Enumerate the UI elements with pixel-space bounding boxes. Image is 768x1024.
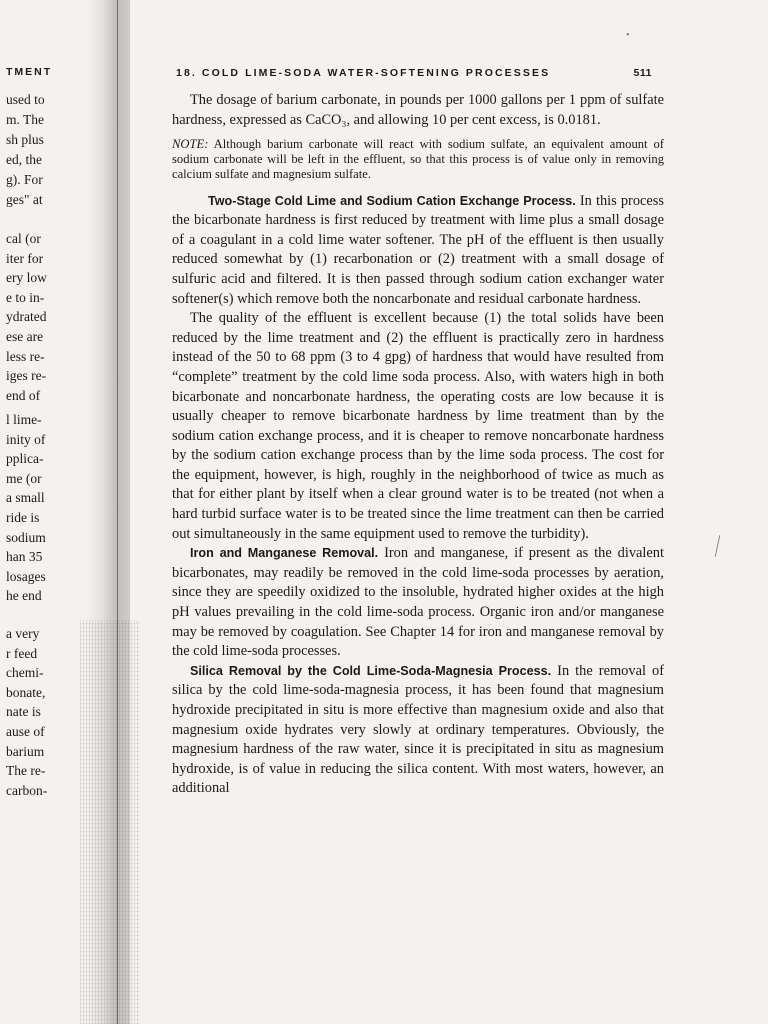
left-page-fragment: a very [6, 626, 40, 641]
note-paragraph [172, 137, 664, 181]
gutter-line [117, 0, 118, 1024]
section-text-two-stage: In this process the bicarbonate hardness is first reduced by treatment with lime plus a small dosage of a coagulant in a cold lime water softener. The pH of the effluent is then usually reduced somewhat by (1) recarbonation or (2) treatment with a small dosage of sulfuric acid and filtered. It is then passed through sodium cation exchanger water softener(s) which remove both the noncarbonate and residual carbonate hardness. [172, 192, 664, 307]
left-page-fragment: The re- [6, 763, 46, 779]
left-page-fragment: ed, the [6, 152, 42, 167]
margin-mark [715, 535, 721, 557]
left-page-fragment: bonate, [6, 684, 46, 700]
left-page-fragment: r feed [6, 645, 38, 661]
left-page-fragment: losages [6, 568, 46, 584]
left-page-fragment: ery low [6, 270, 47, 286]
left-page-fragment: iter for [6, 250, 44, 266]
left-page-fragment: a small [6, 490, 45, 506]
left-page-fragment: han 35 [6, 549, 43, 565]
section-heading-silica-removal: Silica Removal by the Cold Lime-Soda-Magnesia Process. [190, 663, 552, 678]
left-page-fragment: me (or [6, 470, 42, 486]
note-label: NOTE: [172, 137, 209, 152]
left-page-fragment: inity of [6, 431, 46, 447]
section-text-silica-removal: In the removal of silica by the cold lime-soda-magnesia process, it has been found that magnesium hydroxide precipitated in situ is more effective than magnesium oxide and also that magnesium oxide hydrates very slowly at ordinary temperatures. Obviously, the magnesium hardness of the raw water, since it is precipitated in situ as magnesium hydroxide, is of value in reducing the silica content. With most waters, however, an additional [172, 662, 664, 797]
left-page-fragment: e to in- [6, 289, 45, 305]
left-page-fragment: nate is [6, 704, 41, 720]
barium-dosage-paragraph: The dosage of barium carbonate, in pounds per 1000 gallons per 1 ppm of sulfate hardness, expressed as CaCO₃, and allowing 10 per cent excess, is 0.0181. [172, 92, 664, 128]
left-page-fragment: carbon- [6, 782, 48, 798]
left-page-fragment: end of [6, 387, 41, 403]
left-page-fragment: used to [6, 92, 45, 107]
left-page-header: TMENT [6, 66, 53, 78]
left-page-fragment: less re- [6, 348, 45, 364]
left-page-fragment: ride is [6, 510, 40, 525]
left-page-fragment: sh plus [6, 132, 44, 147]
left-page-fragment: sodium [6, 529, 46, 545]
left-page-fragment: pplica- [6, 451, 44, 467]
left-page-fragment: iges re- [6, 368, 47, 384]
page-number: 511 [633, 67, 652, 79]
left-page-fragment: cal (or [6, 231, 41, 246]
left-page-fragment: chemi- [6, 665, 44, 681]
section-two-stage [172, 192, 664, 310]
section-text-iron-manganese: Iron and manganese, if present as the divalent bicarbonates, may readily be removed in the cold lime-soda processes by aeration, since they are speedily oxidized to the insoluble, hydrated higher oxides at the high pH values prevailing in the cold lime-soda process. Organic iron and/or manganese may be removed by coagulation. See Chapter 14 for iron and manganese removal by the cold lime-soda processes. [172, 545, 664, 660]
note-text: Although barium carbonate will react with sodium sulfate, an equivalent amount of sodium carbonate will be left in the effluent, so that this process is of value only in removing calcium sulfate and magnesium sulfate. [172, 137, 664, 181]
left-page-fragment: he end [6, 588, 42, 604]
running-header [176, 67, 652, 83]
gutter-scan-noise [80, 620, 140, 1024]
section-heading-two-stage: Two-Stage Cold Lime and Sodium Cation Exchange Process. [208, 193, 576, 208]
left-page-fragment: ges" at [6, 192, 43, 207]
left-page-fragment: m. The [6, 112, 44, 127]
left-page-fragment: ese are [6, 329, 44, 344]
left-page-fragment: barium [6, 743, 45, 759]
effluent-quality-paragraph: The quality of the effluent is excellent because (1) the total solids have been reduced by the lime treatment and (2) the effluent is practically zero in hardness instead of the 50 to 68 ppm (3 to 4 gpg) of hardness that would have resulted from “complete” treatment by the cold lime soda process. Also, with waters high in both bicarbonate and noncarbonate hardness, the operating costs are low because it is usually cheaper to remove bicarbonate hardness by lime treatment than by the sodium cation exchange process, and it is cheaper to remove noncarbonate hardness by the sodium cation exchange process than by the lime soda process. The cost for the equipment, however, is high, roughly in the neighborhood of twice as much as that for either plant by itself when a clear ground water is to be treated (not when a hard turbid surface water is to be treated since the lime treatment can then be carried out simultaneously in the same equipment used to remove the turbidity). [172, 310, 664, 542]
section-silica-removal [172, 662, 664, 799]
left-page-fragment: l lime- [6, 412, 42, 427]
left-page-fragment: ydrated [6, 309, 47, 325]
header-title: 18. COLD LIME-SODA WATER-SOFTENING PROCESSES [176, 67, 551, 79]
section-heading-iron-manganese: Iron and Manganese Removal. [190, 546, 379, 561]
left-page-fragment: ause of [6, 724, 45, 739]
section-iron-manganese [172, 544, 664, 662]
page-body [172, 91, 664, 799]
scan-mark: • [626, 30, 630, 41]
left-page-fragment: g). For [6, 172, 43, 187]
